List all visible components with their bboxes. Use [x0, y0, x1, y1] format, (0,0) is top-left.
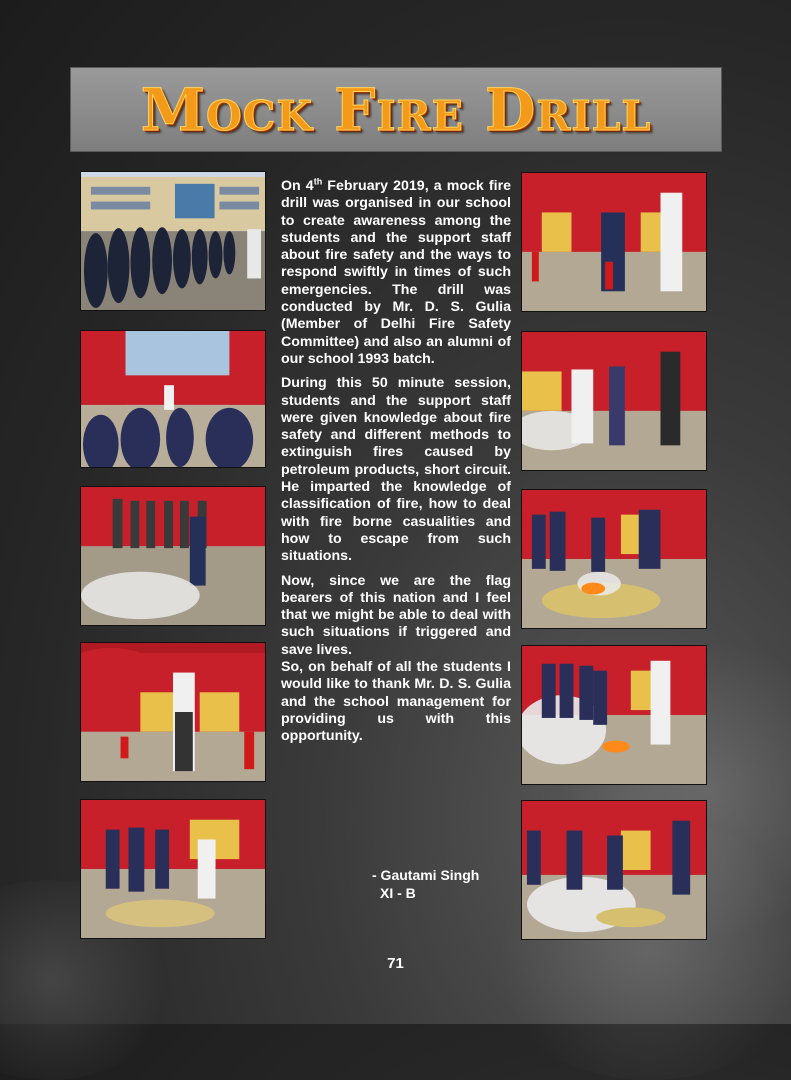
- photo-students-assembly: [80, 171, 266, 311]
- author-class: XI - B: [380, 885, 416, 901]
- date-superscript: th: [313, 176, 323, 187]
- article-body: [281, 178, 511, 753]
- paragraph-1-text: February 2019, a mock fire drill was organised in our school to create awareness among the students and the support staff about fire safety and the ways to respond swiftly in times of such emergencies. The drill was conducted by Mr. D. S. Gulia (Member of Delhi Fire Safety Committee) and also an alumni of our school 1993 batch.: [281, 178, 511, 367]
- photo-students-watching: [80, 330, 266, 468]
- photo-spray-demo: [521, 331, 707, 471]
- photo-fire-pan-demo: [80, 799, 266, 939]
- author-name: - Gautami Singh: [372, 867, 480, 883]
- article-paragraph-1: [281, 178, 511, 368]
- photo-extinguisher-prep: [521, 172, 707, 312]
- page-number: 71: [387, 955, 404, 972]
- photo-fire-extinguishing: [521, 489, 707, 629]
- date-prefix: On 4: [281, 178, 314, 194]
- photo-extinguisher-demo: [80, 486, 266, 626]
- signature: [372, 866, 479, 902]
- photo-instructor-extinguisher: [80, 642, 266, 782]
- article-paragraph-3: Now, since we are the flag bearers of this nation and I feel that we might be able to deal with such situations if triggered and save lives.: [281, 572, 511, 658]
- article-paragraph-2: During this 50 minute session, students and the support staff were given knowledge about fire safety and different methods to extinguish fires caused by petroleum products, short circuit. He imparted the knowledge of classification of fire, how to deal with fire borne casualities and how to escape from such situations.: [281, 375, 511, 565]
- title-banner: [70, 67, 722, 152]
- photo-smoke-cloud: [521, 645, 707, 785]
- page-title: Mock Fire Drill: [140, 75, 652, 144]
- photo-final-drill: [521, 800, 707, 940]
- article-paragraph-4: So, on behalf of all the students I would like to thank Mr. D. S. Gulia and the school management for providing us with this opportunity.: [281, 659, 511, 745]
